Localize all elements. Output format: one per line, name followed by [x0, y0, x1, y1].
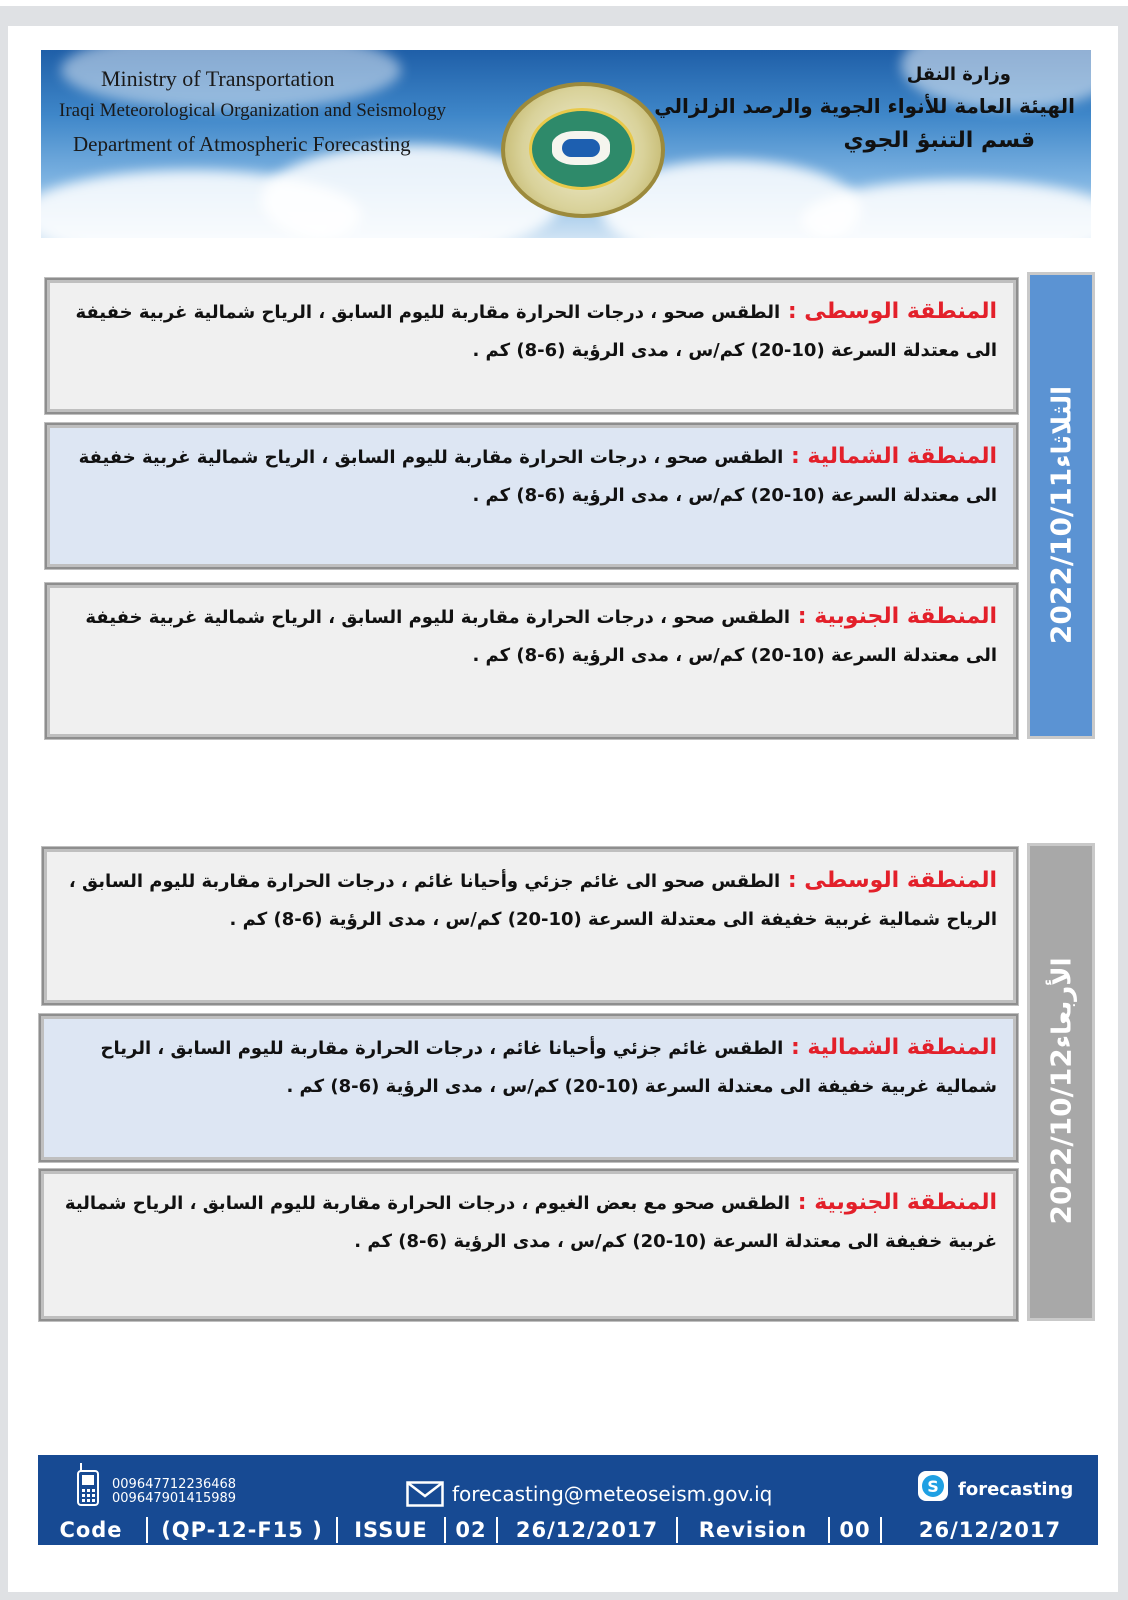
- department-name-ar: قسم التنبؤ الجوي: [843, 128, 1035, 153]
- organization-name-en: Iraqi Meteorological Organization and Seismology: [59, 100, 446, 121]
- ministry-name-en: Ministry of Transportation: [101, 66, 335, 91]
- phone-number-2: 009647901415989: [112, 1491, 237, 1506]
- date-column-1: [1027, 272, 1095, 739]
- region-title: المنطقة الشمالية: [807, 1035, 997, 1060]
- svg-text:S: S: [927, 1477, 939, 1496]
- forecast-card-2-northern: المنطقة الشمالية : الطقس غائم جزئي وأحيانا غائم ، درجات الحرارة مقاربة لليوم السابق ، الرياح شمالية غربية خفيفة الى معتدلة السرعة (10-20) كم/س ، مدى الرؤية (6-8) كم .: [38, 1013, 1019, 1163]
- date-label-2: [1045, 939, 1078, 1224]
- phone-icon: [76, 1463, 100, 1507]
- region-title: المنطقة الجنوبية: [814, 604, 997, 629]
- issue-date: 26/12/2017: [496, 1517, 676, 1543]
- organization-logo: [501, 82, 665, 218]
- date-2: 2022/10/12: [1044, 1048, 1078, 1225]
- document-code-strip: [38, 1515, 1098, 1545]
- ministry-name-ar: وزارة النقل: [906, 64, 1011, 85]
- skype-icon: [918, 1471, 948, 1501]
- region-forecast-text: الطقس صحو ، درجات الحرارة مقاربة لليوم السابق ، الرياح شمالية غربية خفيفة الى معتدلة السرعة (10-20) كم/س ، مدى الرؤية (6-8) كم .: [75, 302, 997, 361]
- revision-label: Revision: [676, 1517, 828, 1543]
- region-forecast-text: الطقس صحو الى غائم جزئي وأحيانا غائم ، درجات الحرارة مقاربة لليوم السابق ، الرياح شمالية غربية خفيفة الى معتدلة السرعة (10-20) كم/س ، مدى الرؤية (6-8) كم .: [68, 871, 997, 930]
- top-edge: [0, 0, 1128, 6]
- mail-icon: [406, 1481, 444, 1507]
- issue-number: 02: [444, 1517, 496, 1543]
- forecast-card-1-central: المنطقة الوسطى : الطقس صحو ، درجات الحرارة مقاربة لليوم السابق ، الرياح شمالية غربية خفيفة الى معتدلة السرعة (10-20) كم/س ، مدى الرؤية (6-8) كم .: [44, 277, 1019, 415]
- phone-number-1: 009647712236468: [112, 1477, 237, 1492]
- forecast-card-2-southern: المنطقة الجنوبية : الطقس صحو مع بعض الغيوم ، درجات الحرارة مقاربة لليوم السابق ، الرياح شمالية غربية خفيفة الى معتدلة السرعة (10-20) كم/س ، مدى الرؤية (6-8) كم .: [38, 1168, 1019, 1322]
- region-title: المنطقة الوسطى: [804, 868, 997, 893]
- code-label: Code: [59, 1518, 123, 1542]
- forecast-card-1-southern: المنطقة الجنوبية : الطقس صحو ، درجات الحرارة مقاربة لليوم السابق ، الرياح شمالية غربية خفيفة الى معتدلة السرعة (10-20) كم/س ، مدى الرؤية (6-8) كم .: [44, 582, 1019, 740]
- date-1: 2022/10/11: [1044, 467, 1078, 644]
- region-forecast-text: الطقس صحو مع بعض الغيوم ، درجات الحرارة مقاربة لليوم السابق ، الرياح شمالية غربية خفيفة الى معتدلة السرعة (10-20) كم/س ، مدى الرؤية (6-8) كم .: [64, 1193, 997, 1252]
- code-value: (QP-12-F15 ): [146, 1517, 336, 1543]
- email-address[interactable]: forecasting@meteoseism.gov.iq: [452, 1482, 773, 1506]
- organization-name-ar: الهيئة العامة للأنواء الجوية والرصد الزلزالي: [654, 94, 1075, 118]
- region-title: المنطقة الشمالية: [807, 444, 997, 469]
- forecast-card-2-central: المنطقة الوسطى : الطقس صحو الى غائم جزئي وأحيانا غائم ، درجات الحرارة مقاربة لليوم السابق ، الرياح شمالية غربية خفيفة الى معتدلة السرعة (10-20) كم/س ، مدى الرؤية (6-8) كم .: [41, 846, 1019, 1006]
- region-forecast-text: الطقس غائم جزئي وأحيانا غائم ، درجات الحرارة مقاربة لليوم السابق ، الرياح شمالية غربية خفيفة الى معتدلة السرعة (10-20) كم/س ، مدى الرؤية (6-8) كم .: [100, 1038, 997, 1097]
- header-banner: [41, 50, 1091, 238]
- revision-date: 26/12/2017: [880, 1517, 1098, 1543]
- skype-handle[interactable]: forecasting: [958, 1479, 1074, 1500]
- issue-label: ISSUE: [336, 1517, 444, 1543]
- date-label-1: [1045, 367, 1078, 643]
- weekday-2: الأربعاء: [1047, 957, 1078, 1049]
- date-column-2: [1027, 843, 1095, 1321]
- region-forecast-text: الطقس صحو ، درجات الحرارة مقاربة لليوم السابق ، الرياح شمالية غربية خفيفة الى معتدلة السرعة (10-20) كم/س ، مدى الرؤية (6-8) كم .: [78, 447, 997, 506]
- document-page: [8, 26, 1118, 1592]
- region-forecast-text: الطقس صحو ، درجات الحرارة مقاربة لليوم السابق ، الرياح شمالية غربية خفيفة الى معتدلة السرعة (10-20) كم/س ، مدى الرؤية (6-8) كم .: [85, 607, 997, 666]
- region-title: المنطقة الوسطى: [804, 299, 997, 324]
- forecast-card-1-northern: المنطقة الشمالية : الطقس صحو ، درجات الحرارة مقاربة لليوم السابق ، الرياح شمالية غربية خفيفة الى معتدلة السرعة (10-20) كم/س ، مدى الرؤية (6-8) كم .: [44, 422, 1019, 570]
- revision-number: 00: [828, 1517, 880, 1543]
- footer-contact-bar: [38, 1455, 1098, 1515]
- region-title: المنطقة الجنوبية: [814, 1190, 997, 1215]
- department-name-en: Department of Atmospheric Forecasting: [73, 132, 411, 156]
- weekday-1: الثلاثاء: [1047, 385, 1078, 468]
